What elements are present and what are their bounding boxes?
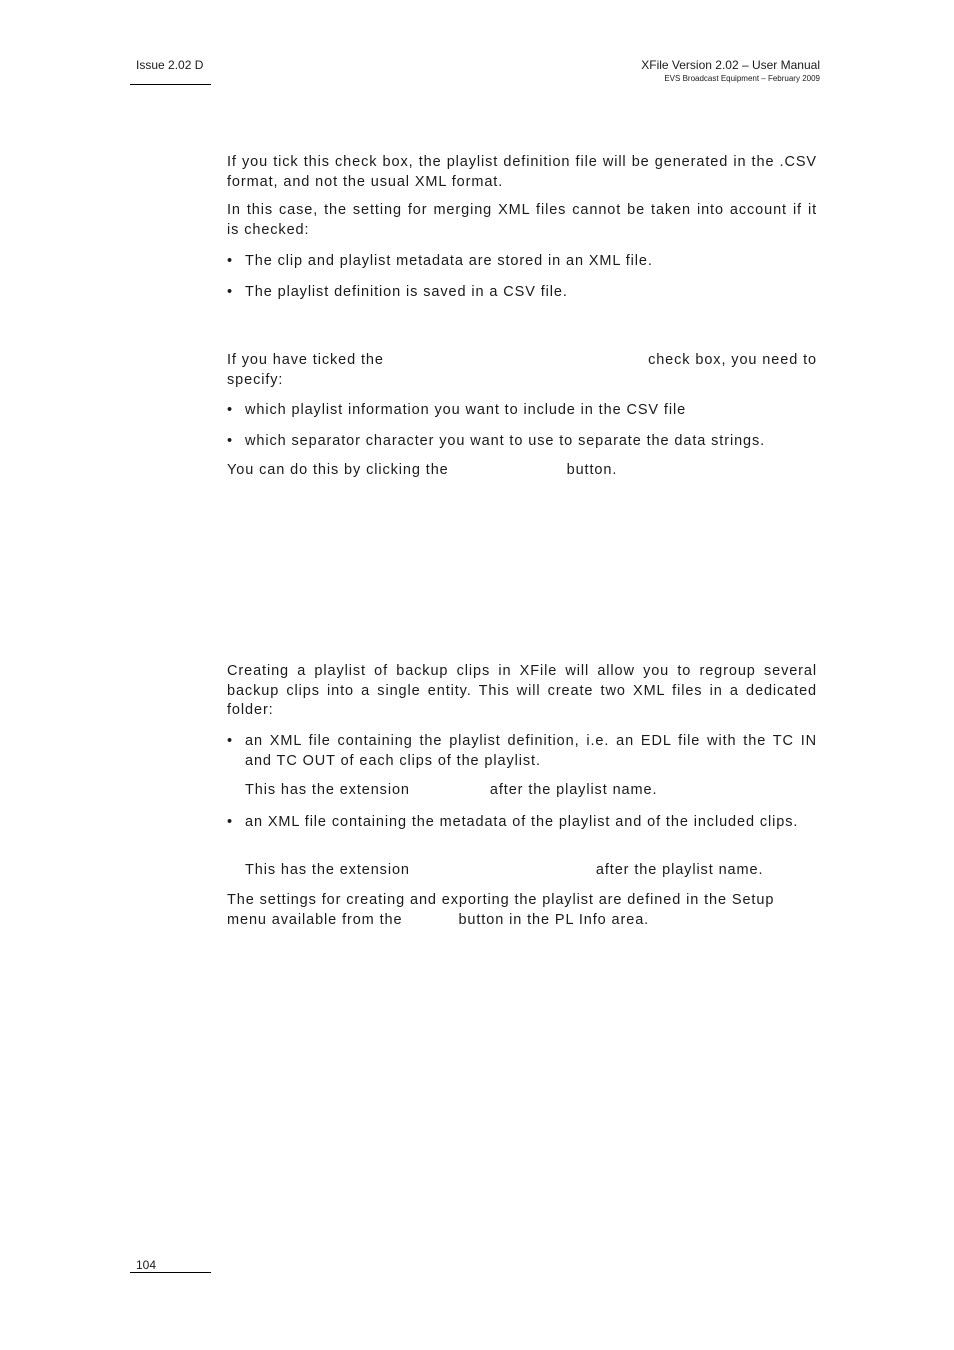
list-item xyxy=(227,283,817,303)
section2-p1-end: check box, you need to xyxy=(648,352,817,368)
page-number: 104 xyxy=(136,1258,157,1272)
list-item xyxy=(227,732,817,771)
bullet-icon: • xyxy=(227,733,233,749)
section3-p2-start: The settings for creating and exporting the playlist are defined in the Setup menu available from the xyxy=(227,892,775,928)
list-item xyxy=(227,401,817,421)
section3-paragraph-2 xyxy=(227,891,817,930)
bullet-icon: • xyxy=(227,402,233,418)
section2-p1-start: If you have ticked the xyxy=(227,352,384,368)
list-item-text: which playlist information you want to include in the CSV file xyxy=(245,402,687,418)
list-item xyxy=(227,813,817,833)
list-item-text: an XML file containing the playlist definition, i.e. an EDL file with the TC IN and TC OUT of each clips of the playlist. xyxy=(245,733,817,769)
extension-note-2-start: This has the extension xyxy=(245,862,410,878)
list-item-text: which separator character you want to use to separate the data strings. xyxy=(245,433,766,449)
section2-paragraph-2 xyxy=(227,461,817,481)
extension-note-1-start: This has the extension xyxy=(245,782,410,798)
extension-note-1-end: after the playlist name. xyxy=(489,782,658,798)
list-item-text: The playlist definition is saved in a CSV file. xyxy=(245,284,568,300)
extension-note-2 xyxy=(245,861,763,881)
manual-title: XFile Version 2.02 – User Manual xyxy=(641,58,820,72)
section1-paragraph-2: In this case, the setting for merging XML files cannot be taken into account if it is checked: xyxy=(227,202,817,238)
header-rule xyxy=(130,84,211,85)
bullet-icon: • xyxy=(227,284,233,300)
section2-paragraph-1 xyxy=(227,351,817,390)
manual-subtitle: EVS Broadcast Equipment – February 2009 xyxy=(664,74,820,83)
list-item xyxy=(227,252,817,272)
section2-p2-start: You can do this by clicking the xyxy=(227,462,449,478)
list-item-text: an XML file containing the metadata of the playlist and of the included clips. xyxy=(245,814,799,830)
section1-paragraph-1: If you tick this check box, the playlist definition file will be generated in the .CSV format, and not the usual XML format. xyxy=(227,154,817,190)
section3-paragraph-1: Creating a playlist of backup clips in XFile will allow you to regroup several backup clips into a single entity. This will create two XML files in a dedicated folder: xyxy=(227,663,817,718)
extension-note-2-end: after the playlist name. xyxy=(595,862,764,878)
section3-p2-end: button in the PL Info area. xyxy=(458,911,650,928)
bullet-icon: • xyxy=(227,253,233,269)
extension-note-1 xyxy=(245,781,657,801)
bullet-icon: • xyxy=(227,433,233,449)
footer-rule xyxy=(130,1272,211,1273)
section2-p2-end: button. xyxy=(566,462,618,478)
page-header xyxy=(641,58,820,83)
list-item xyxy=(227,432,817,452)
bullet-icon: • xyxy=(227,814,233,830)
issue-label: Issue 2.02 D xyxy=(136,58,204,72)
list-item-text: The clip and playlist metadata are stored in an XML file. xyxy=(245,253,653,269)
section2-p1-continuation: specify: xyxy=(227,371,284,388)
